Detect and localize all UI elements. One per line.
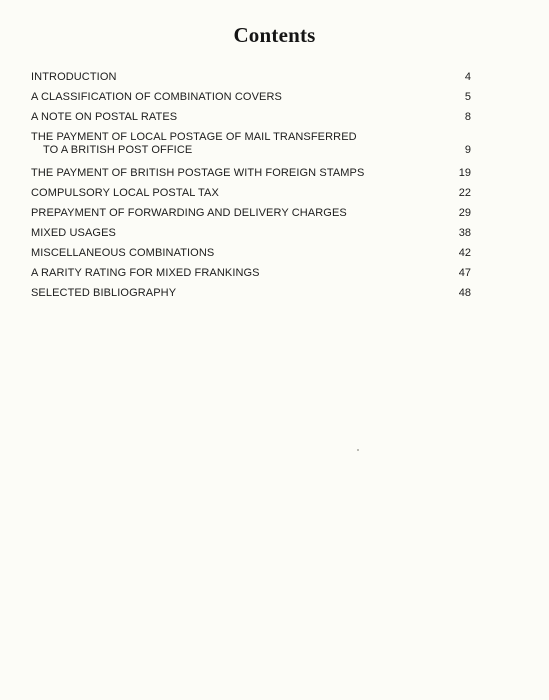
paper-speck: [357, 449, 359, 451]
toc-entry-prepayment: [31, 207, 471, 227]
toc-entry-mixed-usages: [31, 227, 471, 247]
toc-entry-title: A RARITY RATING FOR MIXED FRANKINGS: [31, 267, 260, 279]
toc-entry-title: THE PAYMENT OF BRITISH POSTAGE WITH FOREIGN STAMPS: [31, 167, 365, 179]
toc-entry-title: MIXED USAGES: [31, 227, 116, 239]
toc-entry-page: 8: [464, 111, 471, 123]
toc-entry-miscellaneous: [31, 247, 471, 267]
toc-entry-title: COMPULSORY LOCAL POSTAL TAX: [31, 187, 219, 199]
toc-entry-page: 48: [458, 287, 471, 299]
toc-entry-page: 22: [458, 187, 471, 199]
toc-entry-classification: [31, 91, 471, 111]
toc-entry-title-line1: THE PAYMENT OF LOCAL POSTAGE OF MAIL TRANSFERRED: [31, 131, 357, 143]
toc-entry-title: A CLASSIFICATION OF COMBINATION COVERS: [31, 91, 282, 103]
toc-entry-title: MISCELLANEOUS COMBINATIONS: [31, 247, 215, 259]
toc-entry-rarity-rating: [31, 267, 471, 287]
toc-entry-page: 29: [458, 207, 471, 219]
toc-entry-page: 5: [464, 91, 471, 103]
toc-entry-page: 19: [458, 167, 471, 179]
table-of-contents: [31, 71, 471, 307]
toc-entry-title: SELECTED BIBLIOGRAPHY: [31, 287, 177, 299]
toc-entry-bibliography: [31, 287, 471, 307]
toc-entry-page: 38: [458, 227, 471, 239]
page-title: Contents: [233, 23, 316, 47]
toc-entry-postal-tax: [31, 187, 471, 207]
toc-entry-title-line2: TO A BRITISH POST OFFICE: [43, 144, 193, 156]
toc-entry-page: 9: [464, 144, 471, 156]
toc-entry-introduction: [31, 71, 471, 91]
toc-entry-title: [31, 131, 401, 157]
toc-entry-postal-rates: [31, 111, 471, 131]
toc-entry-title: INTRODUCTION: [31, 71, 117, 83]
toc-entry-page: 47: [458, 267, 471, 279]
toc-entry-local-postage: [31, 131, 471, 167]
toc-entry-page: 42: [458, 247, 471, 259]
toc-entry-page: 4: [464, 71, 471, 83]
toc-entry-title: A NOTE ON POSTAL RATES: [31, 111, 178, 123]
toc-entry-title: PREPAYMENT OF FORWARDING AND DELIVERY CHARGES: [31, 207, 347, 219]
toc-entry-british-postage: [31, 167, 471, 187]
